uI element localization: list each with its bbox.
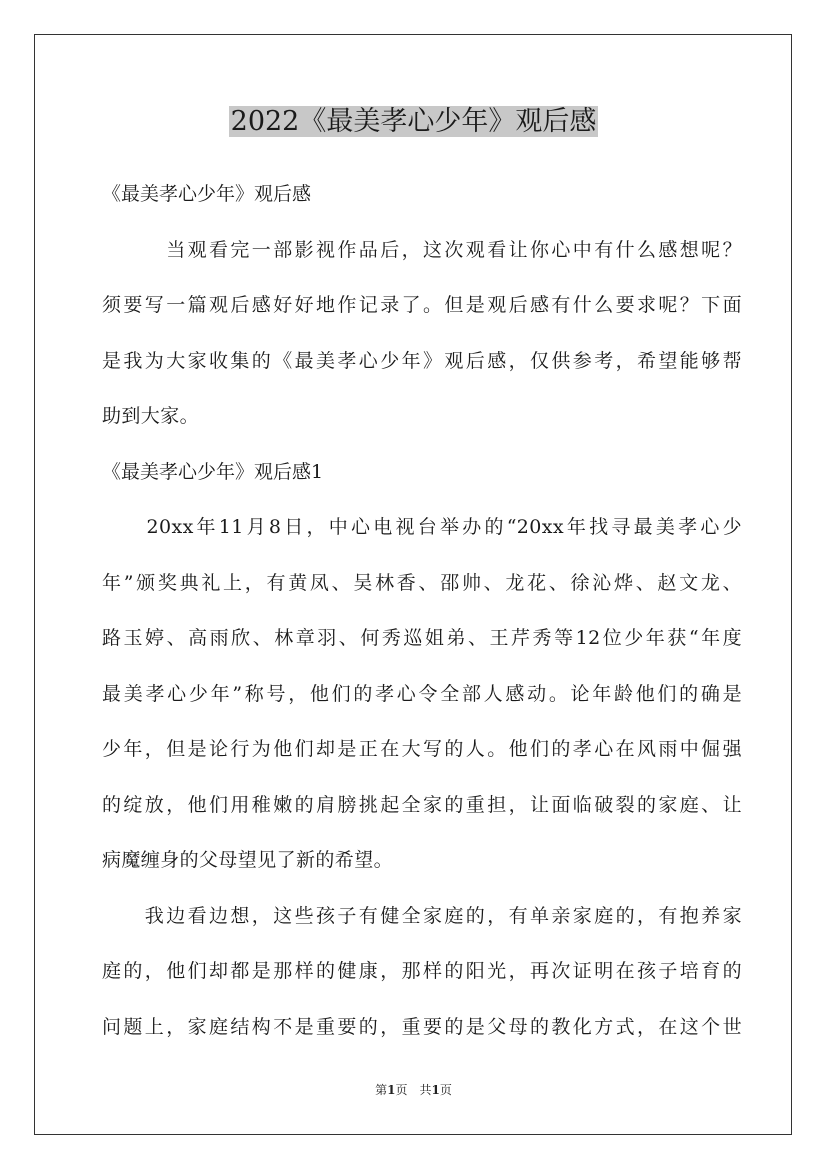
text-line: 20xx年11月8日，中心电视台举办的“20xx年找寻最美孝心少: [102, 516, 742, 538]
footer-middle: 页 共: [395, 1083, 432, 1097]
text-line: 病魔缠身的父母望见了新的希望。: [102, 849, 394, 871]
text-line: 当观看完一部影视作品后，这次观看让你心中有什么感想呢？: [102, 238, 742, 261]
section-heading: 《最美孝心少年》观后感1: [102, 460, 324, 483]
text-line: 须要写一篇观后感好好地作记录了。但是观后感有什么要求呢？下面: [102, 294, 742, 316]
text-line: 最美孝心少年”称号，他们的孝心令全部人感动。论年龄他们的确是: [102, 682, 742, 705]
text-line: 少年，但是论行为他们却是正在大写的人。他们的孝心在风雨中倔强: [102, 738, 742, 760]
document-title: 2022《最美孝心少年》观后感: [230, 106, 597, 137]
page-footer: [0, 1081, 827, 1099]
text-line: 我边看边想，这些孩子有健全家庭的，有单亲家庭的，有抱养家: [102, 904, 742, 927]
text-line: 助到大家。: [102, 405, 200, 427]
text-line: 路玉婷、高雨欣、林章羽、何秀巡姐弟、王芹秀等12位少年获“年度: [102, 627, 742, 649]
text-line: 年”颁奖典礼上，有黄凤、吴林香、邵帅、龙花、徐沁烨、赵文龙、: [102, 571, 742, 594]
footer-prefix: 第: [375, 1083, 388, 1097]
document-body: [102, 172, 742, 1060]
footer-suffix: 页: [439, 1083, 452, 1097]
text-line: 庭的，他们却都是那样的健康，那样的阳光，再次证明在孩子培育的: [102, 960, 742, 982]
current-page-number: 1: [387, 1083, 396, 1097]
text-line: 是我为大家收集的《最美孝心少年》观后感，仅供参考，希望能够帮: [102, 349, 742, 372]
text-line: 的绽放，他们用稚嫩的肩膀挑起全家的重担，让面临破裂的家庭、让: [102, 793, 742, 816]
text-line: 问题上，家庭结构不是重要的，重要的是父母的教化方式，在这个世: [102, 1015, 742, 1038]
section-heading: 《最美孝心少年》观后感: [102, 183, 312, 205]
total-page-number: 1: [431, 1083, 440, 1097]
